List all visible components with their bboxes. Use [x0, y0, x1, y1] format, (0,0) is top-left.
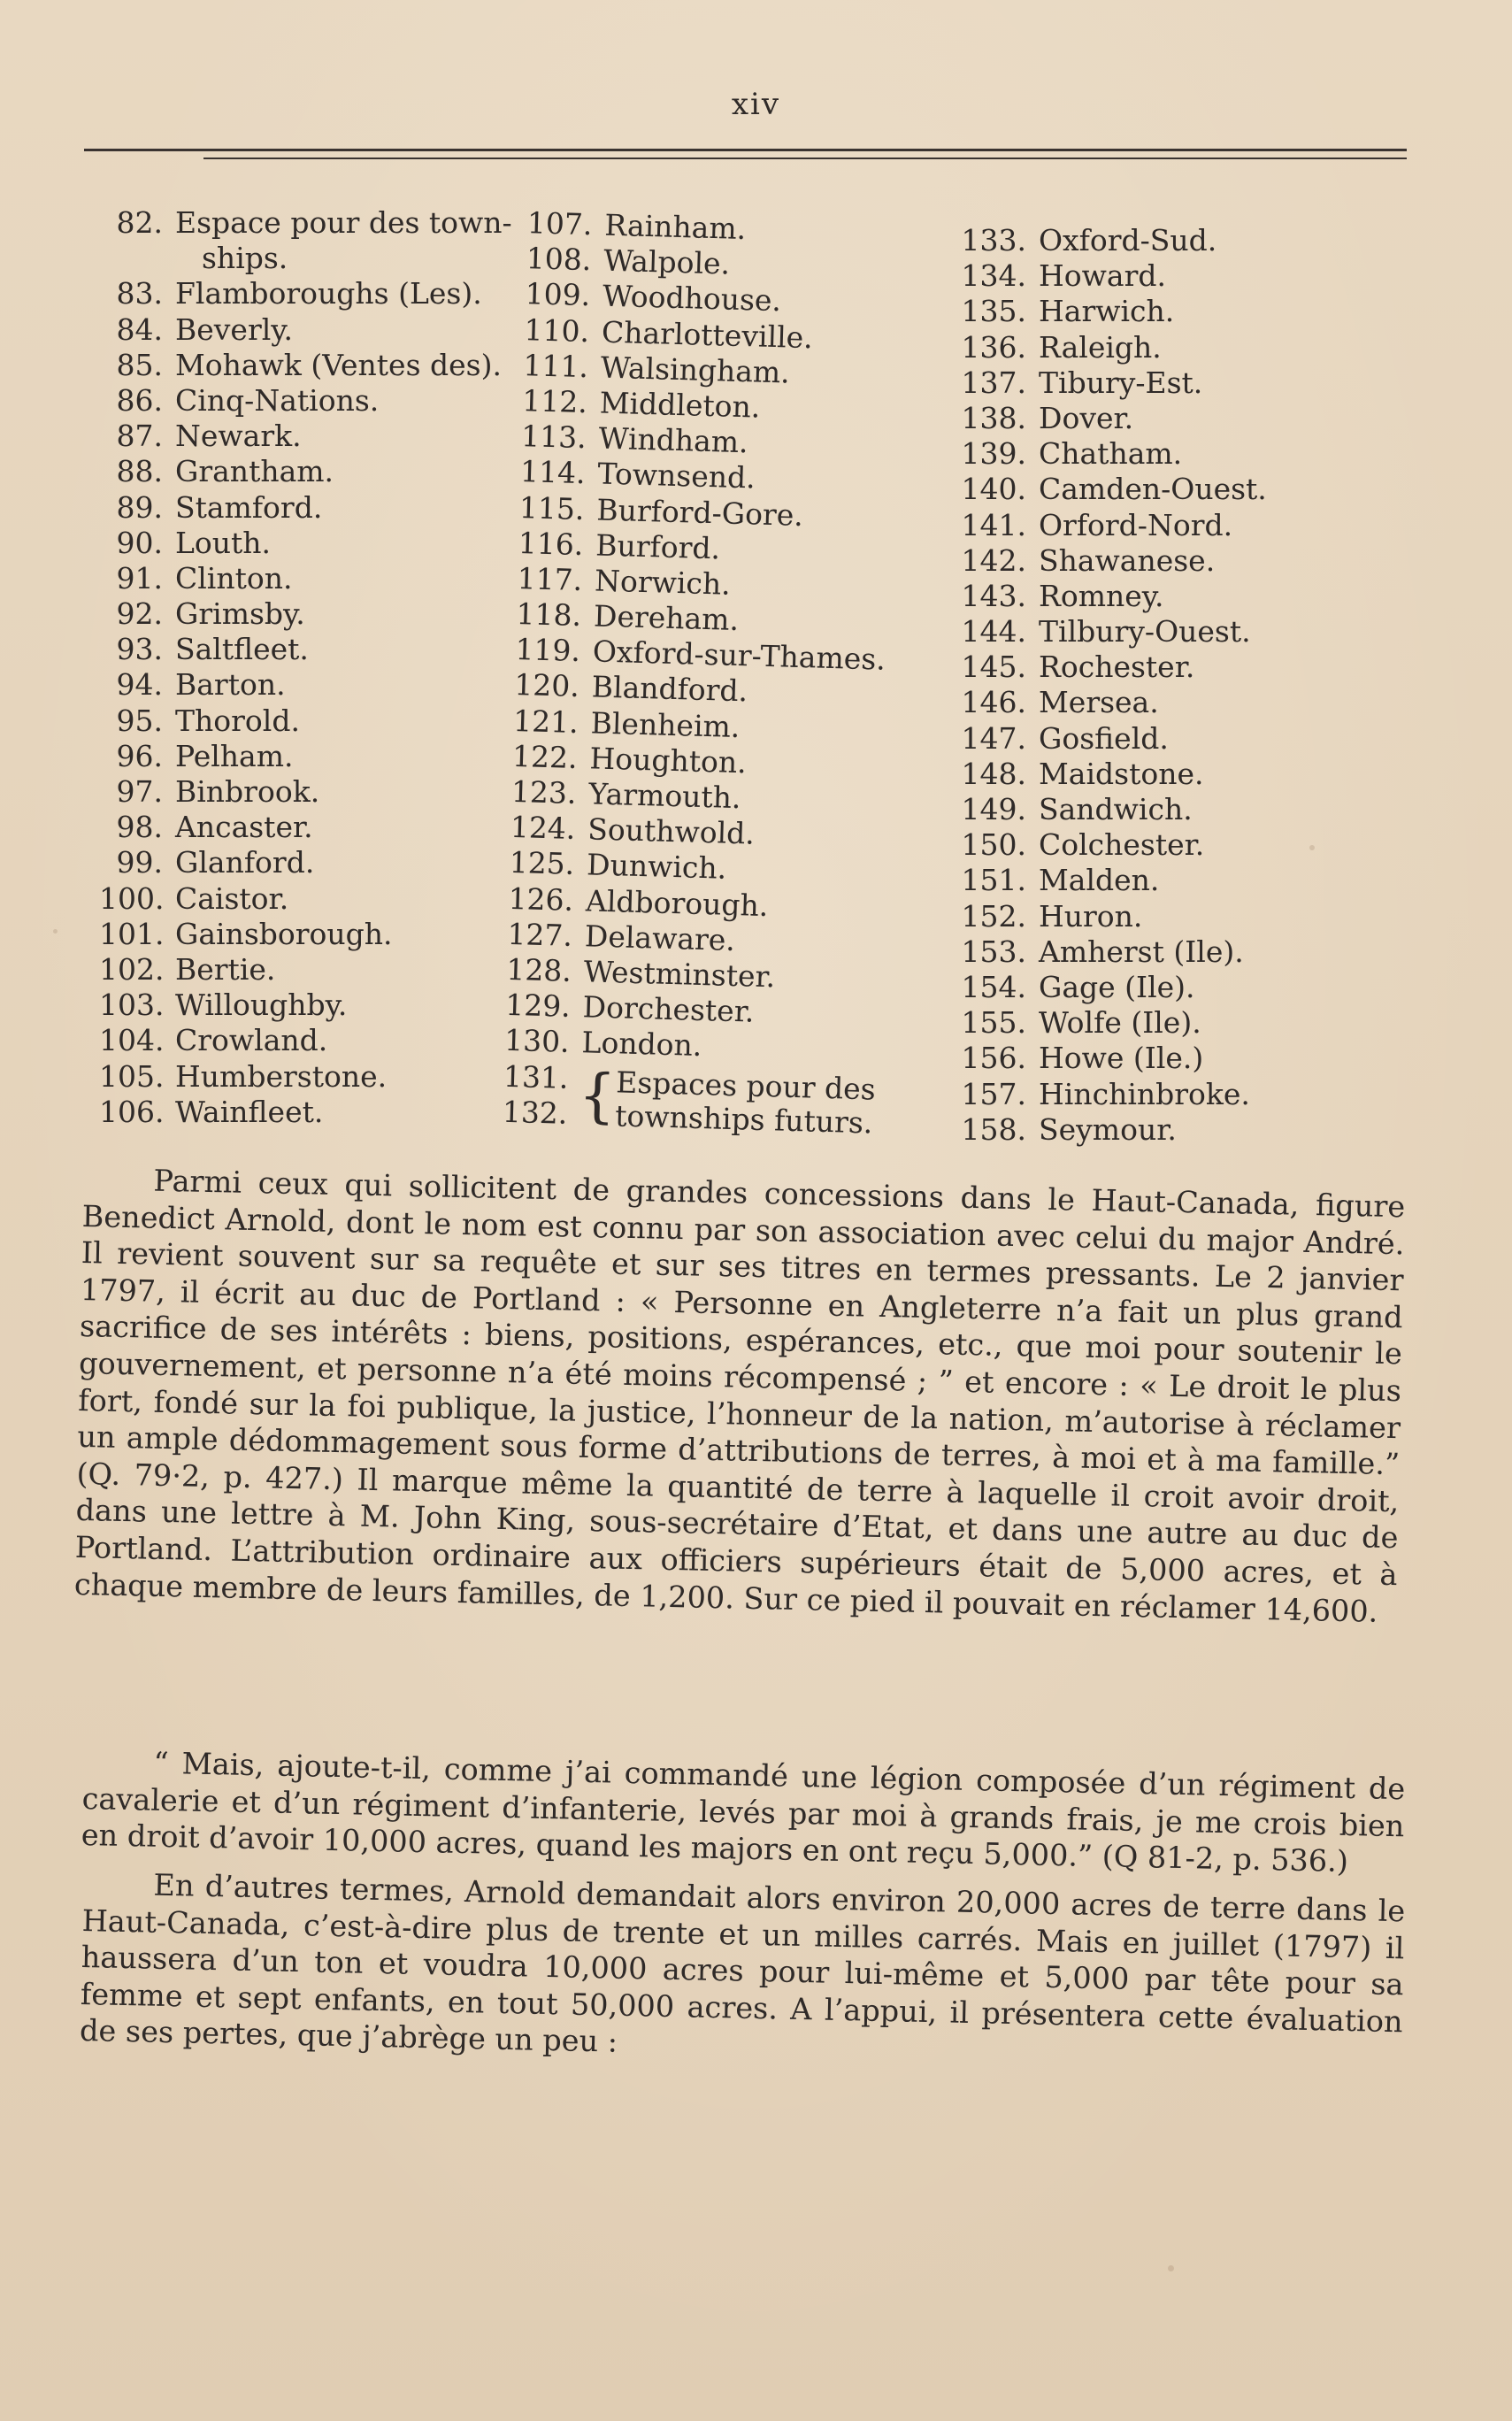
list-item: 116. Burford.: [518, 525, 721, 566]
list-item: 86. Cinq-Nations.: [116, 382, 380, 418]
paragraph-text: En d’autres termes, Arnold demandait alors environ 20,000 acres de terre dans le Haut-Canada, c’est-à-dire plus de trente et un milles carrés. Mais en juillet (1797) il haussera d’un ton et voudra 10,000 acres pour lui-même et 5,000 par tête pour sa femme et sept enfants, en tout 50,000 acres. A l’appui, il présentera cette évaluation de ses pertes, que j’abrège un peu :: [79, 1867, 1406, 2060]
list-item: 124. Southwold.: [510, 810, 756, 851]
township-column-2: [496, 205, 947, 1141]
list-item: 123. Yarmouth.: [510, 773, 742, 816]
list-item: 136. Raleigh.: [961, 329, 1162, 365]
list-item: 107. Rainham.: [526, 205, 747, 247]
header-rule-bottom: [203, 158, 1407, 159]
list-item: 99. Glanford.: [116, 845, 315, 880]
list-item: 98. Ancaster.: [116, 810, 313, 845]
list-item: 84. Beverly.: [116, 311, 294, 347]
paragraph-text: Parmi ceux qui sollicitent de grandes concessions dans le Haut-Canada, figure Benedict Arnold, dont le nom est connu par son association avec celui du major André. Il revient souvent sur sa requête et sur ses titres en termes pressants. Le 2 janvier 1797, il écrit au duc de Portland : « Personne en Angleterre n’a fait un plus grand sacrifice de ses intérêts : biens, positions, espérances, etc., que moi pour soutenir le gouvernement, et personne n’a été moins récompensé ; ” et encore : « Le droit le plus fort, fondé sur la foi publique, la justice, l’honneur de la nation, m’autorise à réclamer un ample dédommagement sous forme d’attributions de terres, à moi et à ma famille.” (Q. 79·2, p. 427.) Il marque même la quantité de terre à laquelle il croit avoir droit, dans une lettre à M. John King, sous-secrétaire d’Etat, et dans une autre au duc de Portland. L’attribution ordinaire aux officiers supérieurs était de 5,000 acres, et à chaque membre de leurs familles, de 1,200. Sur ce pied il pouvait en réclamer 14,600.: [73, 1163, 1406, 1629]
list-item: 147. Gosfield.: [961, 720, 1169, 756]
list-item-continuation: ships.: [202, 241, 288, 276]
list-item: 138. Dover.: [961, 400, 1134, 435]
list-item: 110. Charlotteville.: [524, 311, 814, 355]
list-item: 131.: [503, 1058, 570, 1095]
list-item: 129. Dorchester.: [504, 987, 755, 1029]
list-item: 118. Dereham.: [516, 596, 740, 638]
list-item: 148. Maidstone.: [961, 756, 1204, 791]
list-item: 130. London.: [503, 1023, 702, 1064]
list-item: 146. Mersea.: [961, 685, 1159, 720]
list-item: 141. Orford-Nord.: [961, 507, 1233, 542]
curly-brace-icon: {: [577, 1060, 618, 1130]
list-item: 104. Crowland.: [99, 1023, 328, 1058]
list-item: 133. Oxford-Sud.: [961, 223, 1217, 257]
page-number: xiv: [731, 87, 781, 122]
list-item: 88. Grantham.: [116, 454, 334, 489]
paragraph-text: “ Mais, ajoute-t-il, comme j’ai commandé une légion composée d’un régiment de cavalerie et d’un régiment d’infanterie, levés par moi à grands frais, je me crois bien en droit d’avoir 10,000 acres, quand les majors en ont reçu 5,000.” (Q 81-2, p. 536.): [81, 1745, 1406, 1879]
list-item: 144. Tilbury-Ouest.: [961, 614, 1251, 649]
body-paragraph-2: [81, 1743, 1405, 1881]
list-item: 122. Houghton.: [511, 738, 748, 780]
list-item: 153. Amherst (Ile).: [961, 934, 1244, 969]
list-item: 140. Camden-Ouest.: [961, 472, 1267, 507]
list-item: 139. Chatham.: [961, 436, 1183, 472]
list-item: 127. Delaware.: [506, 916, 736, 957]
body-paragraph-1: [74, 1161, 1406, 1630]
township-column-3: [956, 223, 1371, 1148]
list-item: 85. Mohawk (Ventes des).: [116, 347, 502, 382]
list-item: 121. Blenheim.: [512, 703, 741, 744]
list-item: 149. Sandwich.: [961, 792, 1193, 826]
list-item: 96. Pelham.: [116, 738, 294, 773]
paper-speck: [53, 929, 58, 934]
list-item: 102. Bertie.: [99, 951, 276, 987]
paper-speck: [1309, 845, 1315, 850]
list-item: 106. Wainfleet.: [99, 1094, 324, 1129]
list-item: 156. Howe (Ile.): [961, 1041, 1204, 1076]
list-item: 158. Seymour.: [961, 1111, 1177, 1147]
list-item: 115. Burford-Gore.: [518, 489, 804, 533]
list-item: 142. Shawanese.: [961, 542, 1216, 578]
body-paragraph-3: [80, 1865, 1406, 2077]
list-item: 89. Stamford.: [116, 489, 323, 525]
list-item: 126. Aldborough.: [508, 880, 769, 923]
list-item: 112. Middleton.: [521, 383, 761, 425]
list-item: 132.: [502, 1094, 568, 1131]
list-item: 114. Townsend.: [519, 454, 756, 496]
list-item: 135. Harwich.: [961, 294, 1175, 329]
list-item: 97. Binbrook.: [116, 774, 320, 809]
list-item: 83. Flamboroughs (Les).: [116, 276, 482, 311]
list-item: 92. Grimsby.: [116, 596, 305, 632]
list-item: 91. Clinton.: [116, 560, 293, 596]
list-item: 109. Woodhouse.: [525, 276, 782, 319]
list-item: 151. Malden.: [961, 863, 1160, 898]
header-rule-top: [84, 149, 1407, 151]
list-item: 119. Oxford-sur-Thames.: [514, 632, 886, 677]
list-item: 143. Romney.: [961, 578, 1164, 613]
list-item: 82. Espace pour des town-: [116, 205, 512, 240]
paper-speck: [1168, 2265, 1174, 2271]
list-item: 113. Windham.: [520, 419, 749, 460]
list-item: 137. Tibury-Est.: [961, 365, 1203, 400]
list-item: 105. Humberstone.: [99, 1058, 388, 1094]
list-item: 95. Thorold.: [116, 703, 300, 738]
list-item: 157. Hinchinbroke.: [961, 1076, 1250, 1111]
list-item: 111. Walsingham.: [522, 347, 791, 390]
brace-label: Espaces pour des townships futurs.: [614, 1064, 877, 1140]
list-item: 101. Gainsborough.: [99, 916, 393, 951]
list-item: 108. Walpole.: [526, 241, 731, 281]
list-item: 150. Colchester.: [961, 827, 1205, 863]
list-item: 134. Howard.: [961, 258, 1166, 294]
list-item: 117. Norwich.: [517, 560, 732, 602]
list-item: 125. Dunwich.: [509, 845, 727, 887]
list-item: 93. Saltfleet.: [116, 632, 309, 667]
list-item: 145. Rochester.: [961, 649, 1195, 685]
list-item: 154. Gage (Ile).: [961, 969, 1195, 1004]
list-item: 128. Westminster.: [505, 951, 776, 995]
list-item: 152. Huron.: [961, 898, 1143, 934]
list-item: 87. Newark.: [116, 419, 302, 454]
brace-group: [496, 1058, 923, 1141]
list-item: 94. Barton.: [116, 667, 286, 703]
list-item: 90. Louth.: [116, 525, 272, 560]
list-item: 155. Wolfe (Ile).: [961, 1005, 1201, 1041]
township-column-1: [99, 205, 541, 1130]
list-item: 100. Caistor.: [99, 880, 289, 916]
list-item: 120. Blandford.: [513, 667, 748, 709]
list-item: 103. Willoughby.: [99, 988, 348, 1023]
